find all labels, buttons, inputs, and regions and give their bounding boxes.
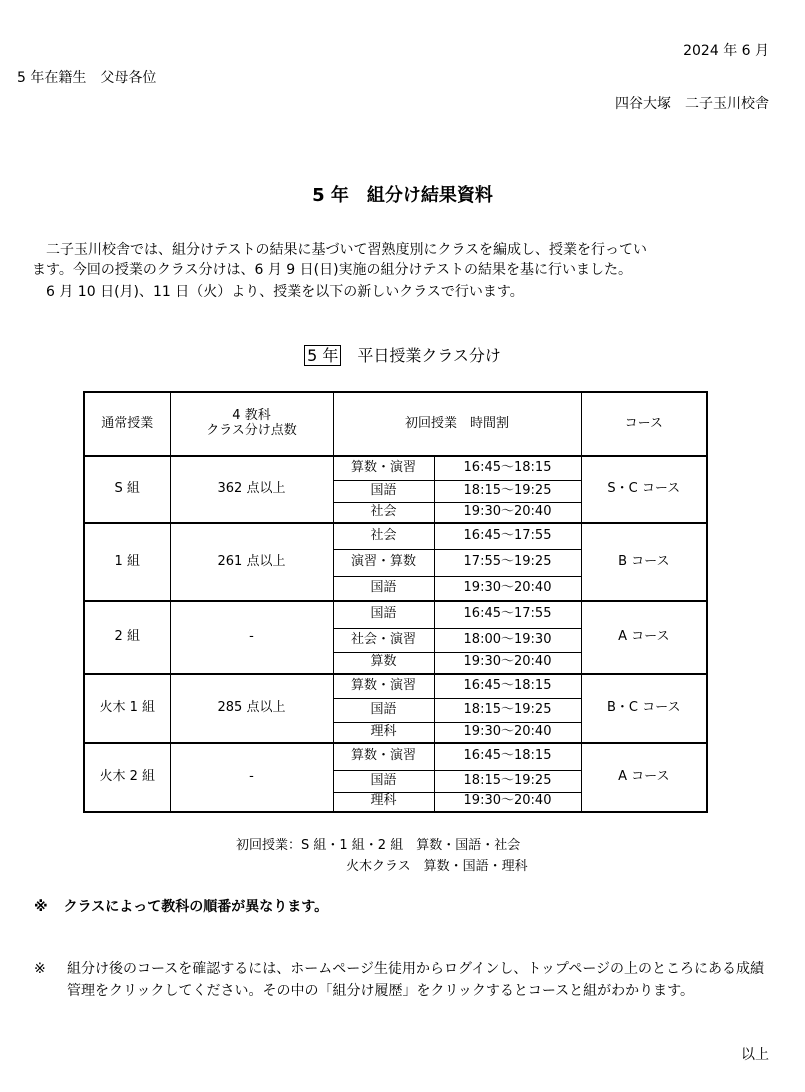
time-cell: 19:30～20:40	[434, 722, 581, 743]
table-body	[84, 456, 707, 812]
document-date: 2024 年 6 月	[683, 43, 769, 59]
grade-box: 5 年	[304, 345, 341, 366]
table-row	[84, 456, 707, 480]
class-name-cell: 2 組	[84, 601, 170, 674]
header-score-line2: クラス分け点数	[206, 423, 297, 438]
class-name-cell: 火木 2 組	[84, 743, 170, 812]
course-cell: S・C コース	[581, 456, 707, 523]
time-cell: 18:15～19:25	[434, 480, 581, 502]
subject-cell: 演習・算数	[333, 549, 434, 576]
time-cell: 19:30～20:40	[434, 792, 581, 812]
subject-cell: 国語	[333, 576, 434, 601]
time-cell: 16:45～18:15	[434, 674, 581, 698]
subject-cell: 算数・演習	[333, 674, 434, 698]
info-text: 組分け後のコースを確認するには、ホームページ生徒用からログインし、トップページの上のところにある成績管理をクリックしてください。その中の「組分け履歴」をクリックするとコースと組がわかります。	[67, 961, 765, 999]
subject-cell: 算数・演習	[333, 743, 434, 770]
warning-mark: ※	[34, 899, 48, 915]
class-name-cell: 1 組	[84, 523, 170, 601]
intro-line-2: ます。今回の授業のクラス分けは、6 月 9 日(日)実施の組分けテストの結果を基に行いました。	[32, 262, 632, 278]
header-score	[170, 392, 333, 456]
time-cell: 16:45～17:55	[434, 601, 581, 628]
recipient-line: 5 年在籍生 父母各位	[17, 70, 157, 86]
table-header-row	[84, 392, 707, 456]
time-cell: 18:15～19:25	[434, 698, 581, 722]
header-course: コース	[581, 392, 707, 456]
time-cell: 16:45～18:15	[434, 456, 581, 480]
info-note	[34, 958, 774, 1002]
subject-cell: 国語	[333, 698, 434, 722]
course-cell: B・C コース	[581, 674, 707, 743]
time-cell: 17:55～19:25	[434, 549, 581, 576]
table-row	[84, 523, 707, 549]
header-class: 通常授業	[84, 392, 170, 456]
warning-text: クラスによって教科の順番が異なります。	[63, 899, 329, 915]
subject-cell: 社会・演習	[333, 628, 434, 652]
first-lesson-note-2: 火木クラス 算数・国語・理科	[346, 859, 528, 874]
time-cell: 19:30～20:40	[434, 652, 581, 674]
subject-cell: 社会	[333, 502, 434, 523]
document-title: 5 年 組分け結果資料	[312, 185, 493, 206]
score-cell: -	[170, 743, 333, 812]
intro-line-1: 二子玉川校舎では、組分けテストの結果に基づいて習熟度別にクラスを編成し、授業を行ってい	[32, 242, 648, 258]
class-name-cell: 火木 1 組	[84, 674, 170, 743]
subject-cell: 理科	[333, 722, 434, 743]
score-cell: 261 点以上	[170, 523, 333, 601]
time-cell: 19:30～20:40	[434, 502, 581, 523]
time-cell: 18:15～19:25	[434, 770, 581, 792]
intro-line-3: 6 月 10 日(月)、11 日（火）より、授業を以下の新しいクラスで行います。	[32, 284, 524, 300]
warning-note	[34, 896, 328, 916]
time-cell: 16:45～17:55	[434, 523, 581, 549]
time-cell: 19:30～20:40	[434, 576, 581, 601]
subject-cell: 国語	[333, 770, 434, 792]
table-heading	[0, 343, 805, 366]
subject-cell: 社会	[333, 523, 434, 549]
table-heading-text: 平日授業クラス分け	[357, 346, 501, 365]
class-name-cell: S 組	[84, 456, 170, 523]
first-lesson-note-1: 初回授業：S 組・1 組・2 組 算数・国語・社会	[236, 838, 521, 853]
course-cell: A コース	[581, 601, 707, 674]
header-score-line1: 4 教科	[232, 408, 271, 424]
course-cell: A コース	[581, 743, 707, 812]
subject-cell: 算数	[333, 652, 434, 674]
table-row	[84, 674, 707, 698]
subject-cell: 理科	[333, 792, 434, 812]
time-cell: 18:00～19:30	[434, 628, 581, 652]
table-row	[84, 743, 707, 770]
subject-cell: 国語	[333, 480, 434, 502]
sender-line: 四谷大塚 二子玉川校舎	[615, 96, 769, 112]
closing-text: 以上	[741, 1047, 769, 1063]
score-cell: 285 点以上	[170, 674, 333, 743]
course-cell: B コース	[581, 523, 707, 601]
class-schedule-table	[83, 391, 708, 813]
score-cell: -	[170, 601, 333, 674]
table-row	[84, 601, 707, 628]
header-schedule: 初回授業 時間割	[333, 392, 581, 456]
time-cell: 16:45～18:15	[434, 743, 581, 770]
subject-cell: 国語	[333, 601, 434, 628]
subject-cell: 算数・演習	[333, 456, 434, 480]
score-cell: 362 点以上	[170, 456, 333, 523]
info-mark: ※	[34, 961, 46, 977]
